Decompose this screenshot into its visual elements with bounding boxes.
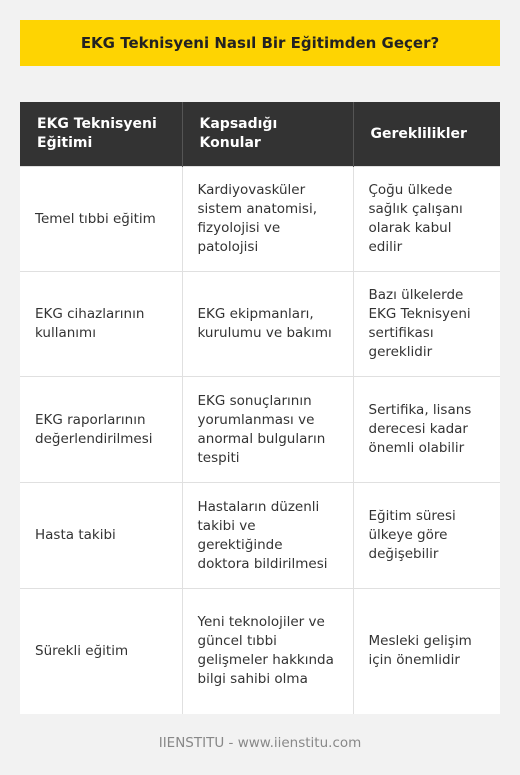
table-cell: Mesleki gelişim için önemlidir	[353, 589, 500, 714]
table-cell: EKG cihazlarının kullanımı	[20, 272, 182, 377]
footer-credit: IIENSTITU - www.iienstitu.com	[158, 735, 362, 751]
table-cell: EKG sonuçlarının yorumlanması ve anormal bulguların tespiti	[182, 377, 353, 483]
title-banner	[20, 20, 500, 66]
header-topics: Kapsadığı Konular	[182, 102, 353, 167]
table-row	[20, 377, 500, 483]
table-cell: Eğitim süresi ülkeye göre değişebilir	[353, 483, 500, 589]
table-cell: Çoğu ülkede sağlık çalışanı olarak kabul edilir	[353, 167, 500, 272]
table-cell: Hastaların düzenli takibi ve gerektiğinde doktora bildirilmesi	[182, 483, 353, 589]
table-cell: Sürekli eğitim	[20, 589, 182, 714]
page-title: EKG Teknisyeni Nasıl Bir Eğitimden Geçer?	[80, 34, 440, 52]
table-row	[20, 272, 500, 377]
table-cell: Yeni teknolojiler ve güncel tıbbi gelişmeler hakkında bilgi sahibi olma	[182, 589, 353, 714]
table-cell: EKG raporlarının değerlendirilmesi	[20, 377, 182, 483]
header-requirements: Gereklilikler	[353, 102, 500, 167]
table-cell: Sertifika, lisans derecesi kadar önemli olabilir	[353, 377, 500, 483]
table-cell: Hasta takibi	[20, 483, 182, 589]
header-training: EKG Teknisyeni Eğitimi	[20, 102, 182, 167]
table-cell: EKG ekipmanları, kurulumu ve bakımı	[182, 272, 353, 377]
table-cell: Temel tıbbi eğitim	[20, 167, 182, 272]
training-table	[20, 102, 500, 714]
table-row	[20, 483, 500, 589]
table-row	[20, 167, 500, 272]
table-row	[20, 589, 500, 714]
table-cell: Bazı ülkelerde EKG Teknisyeni sertifikası gereklidir	[353, 272, 500, 377]
table-cell: Kardiyovasküler sistem anatomisi, fizyolojisi ve patolojisi	[182, 167, 353, 272]
table-header-row	[20, 102, 500, 167]
